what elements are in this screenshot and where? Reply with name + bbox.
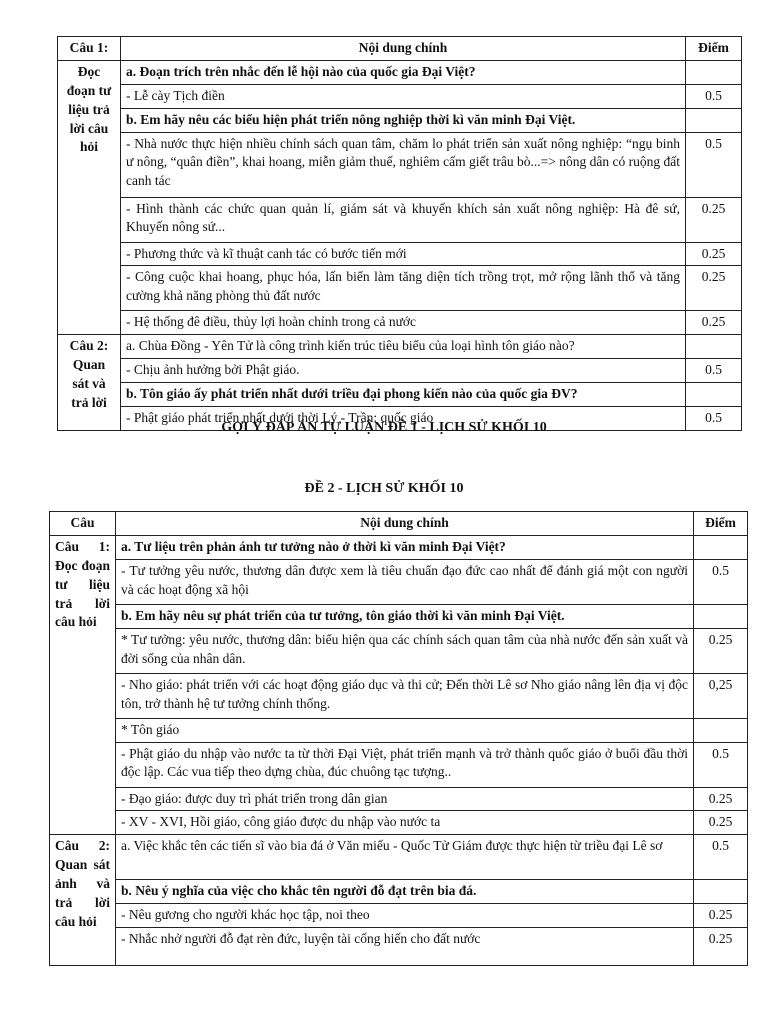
answer-content: - Phương thức và kĩ thuật canh tác có bước tiến mới bbox=[121, 242, 686, 266]
table-row bbox=[58, 311, 742, 335]
answer-content: - Công cuộc khai hoang, phục hóa, lấn biển làm tăng diện tích trồng trọt, mở rộng lãnh thổ và tăng cường khả năng phòng thủ đất nước bbox=[121, 266, 686, 311]
score-cell: 0.5 bbox=[686, 132, 742, 197]
answer-content: - Nhắc nhở người đỗ đạt rèn đức, luyện tài cống hiến cho đất nước bbox=[116, 928, 694, 966]
table-row bbox=[58, 383, 742, 407]
table-row bbox=[58, 242, 742, 266]
score-cell: 0.5 bbox=[686, 407, 742, 431]
table-row bbox=[50, 628, 748, 673]
header-score: Điểm bbox=[694, 512, 748, 536]
score-cell: 0.5 bbox=[694, 559, 748, 604]
score-cell: 0.25 bbox=[694, 628, 748, 673]
table-row bbox=[58, 359, 742, 383]
answer-content: a. Đoạn trích trên nhắc đến lễ hội nào của quốc gia Đại Việt? bbox=[121, 60, 686, 84]
header-score: Điểm bbox=[686, 37, 742, 61]
score-cell: 0,25 bbox=[694, 673, 748, 718]
answer-content: * Tư tưởng: yêu nước, thương dân: biểu hiện qua các chính sách quan tâm của nhà nước đến sản xuất và đời sống của nhân dân. bbox=[116, 628, 694, 673]
table-row bbox=[50, 673, 748, 718]
score-cell: 0.25 bbox=[686, 311, 742, 335]
answer-content: - Đạo giáo: được duy trì phát triển trong dân gian bbox=[116, 787, 694, 811]
answer-table-2 bbox=[49, 511, 748, 966]
header-question: Câu bbox=[50, 512, 116, 536]
table-row bbox=[58, 197, 742, 242]
score-cell: 0.5 bbox=[686, 84, 742, 108]
score-cell: 0.25 bbox=[694, 928, 748, 966]
answer-content: a. Chùa Đồng - Yên Tử là công trình kiến trúc tiêu biểu của loại hình tôn giáo nào? bbox=[121, 335, 686, 359]
header-question: Câu 1: bbox=[58, 37, 121, 61]
table-row bbox=[58, 266, 742, 311]
table-row bbox=[50, 718, 748, 742]
score-cell: 0.25 bbox=[686, 197, 742, 242]
answer-content: - XV - XVI, Hồi giáo, công giáo được du nhập vào nước ta bbox=[116, 811, 694, 835]
table-row bbox=[50, 928, 748, 966]
question-label: Câu 1: Đọc đoạn tư liệu trả lời câu hỏi bbox=[50, 535, 116, 834]
score-cell bbox=[694, 535, 748, 559]
score-cell: 0.25 bbox=[694, 904, 748, 928]
table-row bbox=[50, 835, 748, 880]
score-cell bbox=[694, 880, 748, 904]
table-row bbox=[58, 335, 742, 359]
header-row bbox=[58, 37, 742, 61]
score-cell: 0.25 bbox=[694, 811, 748, 835]
answer-content: - Nhà nước thực hiện nhiều chính sách quan tâm, chăm lo phát triển sản xuất nông nghiệp: “ngụ binh ư nông, “quân điền”, khai hoang, miễn giảm thuế, nghiêm cấm giết trâu bò...=> nông dân có ruộng đất canh tác bbox=[121, 132, 686, 197]
score-cell bbox=[686, 60, 742, 84]
table-row bbox=[50, 811, 748, 835]
answer-table-1 bbox=[57, 36, 742, 431]
table-row bbox=[50, 559, 748, 604]
answer-content: - Nêu gương cho người khác học tập, noi theo bbox=[116, 904, 694, 928]
answer-content: b. Nêu ý nghĩa của việc cho khắc tên người đỗ đạt trên bia đá. bbox=[116, 880, 694, 904]
answer-content: - Chịu ảnh hưởng bởi Phật giáo. bbox=[121, 359, 686, 383]
answer-content: - Hình thành các chức quan quản lí, giám sát và khuyến khích sản xuất nông nghiệp: Hà đê sứ, Khuyến nông sứ... bbox=[121, 197, 686, 242]
score-cell: 0.25 bbox=[686, 266, 742, 311]
answer-content: b. Tôn giáo ấy phát triển nhất dưới triều đại phong kiến nào của quốc gia ĐV? bbox=[121, 383, 686, 407]
header-row bbox=[50, 512, 748, 536]
table-row bbox=[58, 84, 742, 108]
score-cell bbox=[686, 335, 742, 359]
answer-content: b. Em hãy nêu các biểu hiện phát triển nông nghiệp thời kì văn minh Đại Việt. bbox=[121, 108, 686, 132]
answer-content: - Phật giáo du nhập vào nước ta từ thời Đại Việt, phát triển mạnh và trở thành quốc giáo ở buổi đầu thời độc lập. Các vua tiếp theo dựng chùa, đúc chuông tạc tượng.. bbox=[116, 742, 694, 787]
question-label: Câu 2: Quan sát ảnh và trả lời câu hỏi bbox=[50, 835, 116, 966]
score-cell: 0.25 bbox=[694, 787, 748, 811]
score-cell bbox=[694, 718, 748, 742]
table-row bbox=[50, 904, 748, 928]
score-cell: 0.25 bbox=[686, 242, 742, 266]
answer-content: a. Việc khắc tên các tiến sĩ vào bia đá ở Văn miếu - Quốc Tử Giám được thực hiện từ triều đại Lê sơ bbox=[116, 835, 694, 880]
score-cell bbox=[686, 383, 742, 407]
table-row bbox=[50, 787, 748, 811]
answer-content: b. Em hãy nêu sự phát triển của tư tưởng, tôn giáo thời kì văn minh Đại Việt. bbox=[116, 604, 694, 628]
header-content: Nội dung chính bbox=[116, 512, 694, 536]
answer-content: - Tư tưởng yêu nước, thương dân được xem là tiêu chuẩn đạo đức cao nhất để đánh giá một con người và các hoạt động xã hội bbox=[116, 559, 694, 604]
section-title-de-1: GỢI Ý ĐÁP ÁN TỰ LUẬN ĐỀ 1 - LỊCH SỬ KHỐI 10 bbox=[221, 420, 547, 435]
score-cell: 0.5 bbox=[694, 835, 748, 880]
answer-content: - Lễ cày Tịch điền bbox=[121, 84, 686, 108]
answer-content: - Hệ thống đê điều, thủy lợi hoàn chỉnh trong cả nước bbox=[121, 311, 686, 335]
score-cell bbox=[694, 604, 748, 628]
question-label: Câu 2: Quan sát và trả lời bbox=[58, 335, 121, 431]
score-cell: 0.5 bbox=[686, 359, 742, 383]
answer-content: a. Tư liệu trên phản ánh tư tưởng nào ở thời kì văn minh Đại Việt? bbox=[116, 535, 694, 559]
answer-content: - Phật giáo phát triển nhất dưới thời Lý - Trần: quốc giáo bbox=[121, 407, 686, 431]
table-row bbox=[58, 132, 742, 197]
section-title-de-2: ĐỀ 2 - LỊCH SỬ KHỐI 10 bbox=[304, 481, 464, 496]
answer-content: - Nho giáo: phát triển với các hoạt động giáo dục và thi cử; Đến thời Lê sơ Nho giáo nâng lên địa vị độc tôn, trở thành hệ tư tưởng chính thống. bbox=[116, 673, 694, 718]
table-row bbox=[50, 604, 748, 628]
table-row bbox=[58, 108, 742, 132]
header-content: Nội dung chính bbox=[121, 37, 686, 61]
score-cell: 0.5 bbox=[694, 742, 748, 787]
score-cell bbox=[686, 108, 742, 132]
table-row bbox=[58, 60, 742, 84]
table-row bbox=[50, 742, 748, 787]
question-label: Đọc đoạn tư liệu trả lời câu hỏi bbox=[58, 60, 121, 334]
answer-content: * Tôn giáo bbox=[116, 718, 694, 742]
table-row bbox=[50, 535, 748, 559]
table-row bbox=[50, 880, 748, 904]
